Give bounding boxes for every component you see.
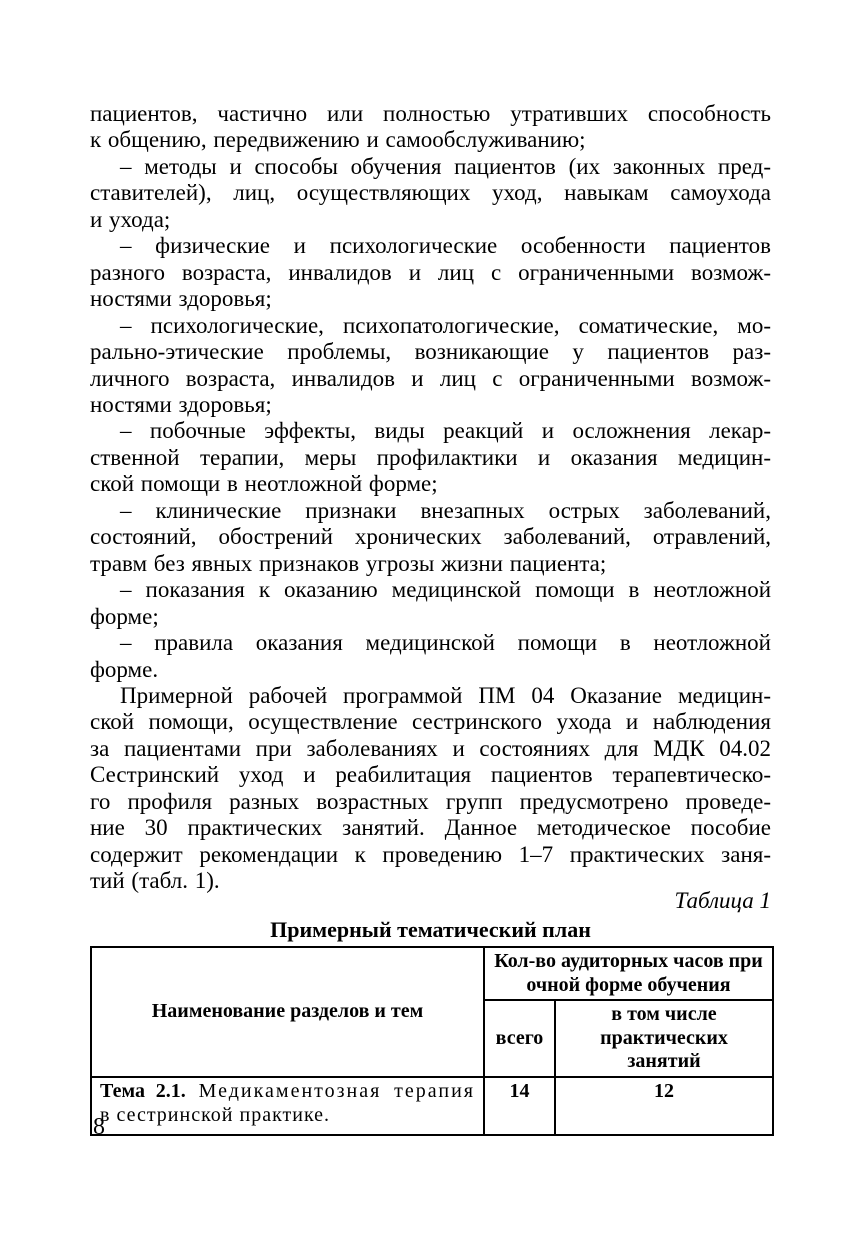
table-title: Примерный тематический план — [270, 917, 591, 942]
text-line: разного возраста, инвалидов и лиц с ограниченными возмож- — [90, 259, 771, 285]
page-number: 8 — [93, 1114, 105, 1140]
table-cell-topic — [91, 1077, 484, 1135]
topic-name: Медикаментозная терапия — [185, 1079, 475, 1102]
text-line: состояний, обострений хронических заболеваний, отравлений, — [90, 524, 771, 550]
thematic-plan-table — [90, 946, 774, 1136]
text-line: травм без явных признаков угрозы жизни пациента; — [90, 550, 607, 576]
table-caption: Таблица 1 — [674, 888, 771, 913]
text-line: – психологические, психопатологические, соматические, мо- — [120, 312, 771, 338]
text-line: – физические и психологические особенности пациентов — [120, 233, 771, 259]
text-line: ностями здоровья; — [90, 286, 272, 312]
text-line: форме. — [90, 656, 159, 682]
text-line: содержит рекомендации к проведению 1–7 практических заня- — [90, 841, 771, 867]
table-header-sections: Наименование разделов и тем — [91, 947, 484, 1077]
text-line: – клинические признаки внезапных острых заболеваний, — [120, 497, 771, 523]
text-line: ственной терапии, меры профилактики и оказания медицин- — [90, 444, 771, 470]
text-line: пациентов, частично или полностью утративших способность — [90, 101, 771, 126]
table-cell-total-hours: 14 — [484, 1077, 555, 1135]
topic-line-1 — [100, 1080, 475, 1104]
text-line: ние 30 практических занятий. Данное методическое пособие — [90, 815, 771, 841]
text-line: – методы и способы обучения пациентов (их законных пред- — [120, 153, 771, 179]
text-line: Примерной рабочей программой ПМ 04 Оказание медицин- — [120, 682, 771, 708]
text-line: го профиля разных возрастных групп предусмотрено проведе- — [90, 788, 771, 814]
text-line: ставителей), лиц, осуществляющих уход, навыкам самоухода — [90, 180, 771, 206]
table-subheader-total: всего — [484, 1000, 555, 1077]
table-subheader-practical: в том числе практических занятий — [555, 1000, 773, 1077]
text-line: ской помощи в неотложной форме; — [90, 471, 438, 497]
text-line: ностями здоровья; — [90, 391, 272, 417]
text-line: – правила оказания медицинской помощи в неотложной — [120, 630, 771, 656]
text-line: личного возраста, инвалидов и лиц с ограниченными возмож- — [90, 365, 771, 391]
table-header-hours: Кол-во аудиторных часов при очной форме обучения — [484, 947, 773, 1000]
table-cell-practical-hours: 12 — [555, 1077, 773, 1135]
text-line: Сестринский уход и реабилитация пациентов терапевтическо- — [90, 762, 771, 788]
topic-number: Тема 2.1. — [100, 1079, 186, 1102]
text-line: – показания к оказанию медицинской помощи в неотложной — [120, 577, 771, 603]
text-line: и ухода; — [90, 206, 171, 232]
text-line: к общению, передвижению и самообслуживанию; — [90, 127, 586, 153]
body-text — [90, 101, 771, 895]
text-line: форме; — [90, 603, 159, 629]
topic-line-2: в сестринской практике. — [100, 1103, 331, 1126]
table-row — [91, 1077, 773, 1135]
text-line: за пациентами при заболеваниях и состояниях для МДК 04.02 — [90, 735, 771, 761]
text-line: тий (табл. 1). — [90, 868, 220, 894]
text-line: – побочные эффекты, виды реакций и осложнения лекар- — [120, 418, 771, 444]
text-line: ской помощи, осуществление сестринского ухода и наблюдения — [90, 709, 771, 735]
text-line: рально-этические проблемы, возникающие у пациентов раз- — [90, 339, 771, 365]
